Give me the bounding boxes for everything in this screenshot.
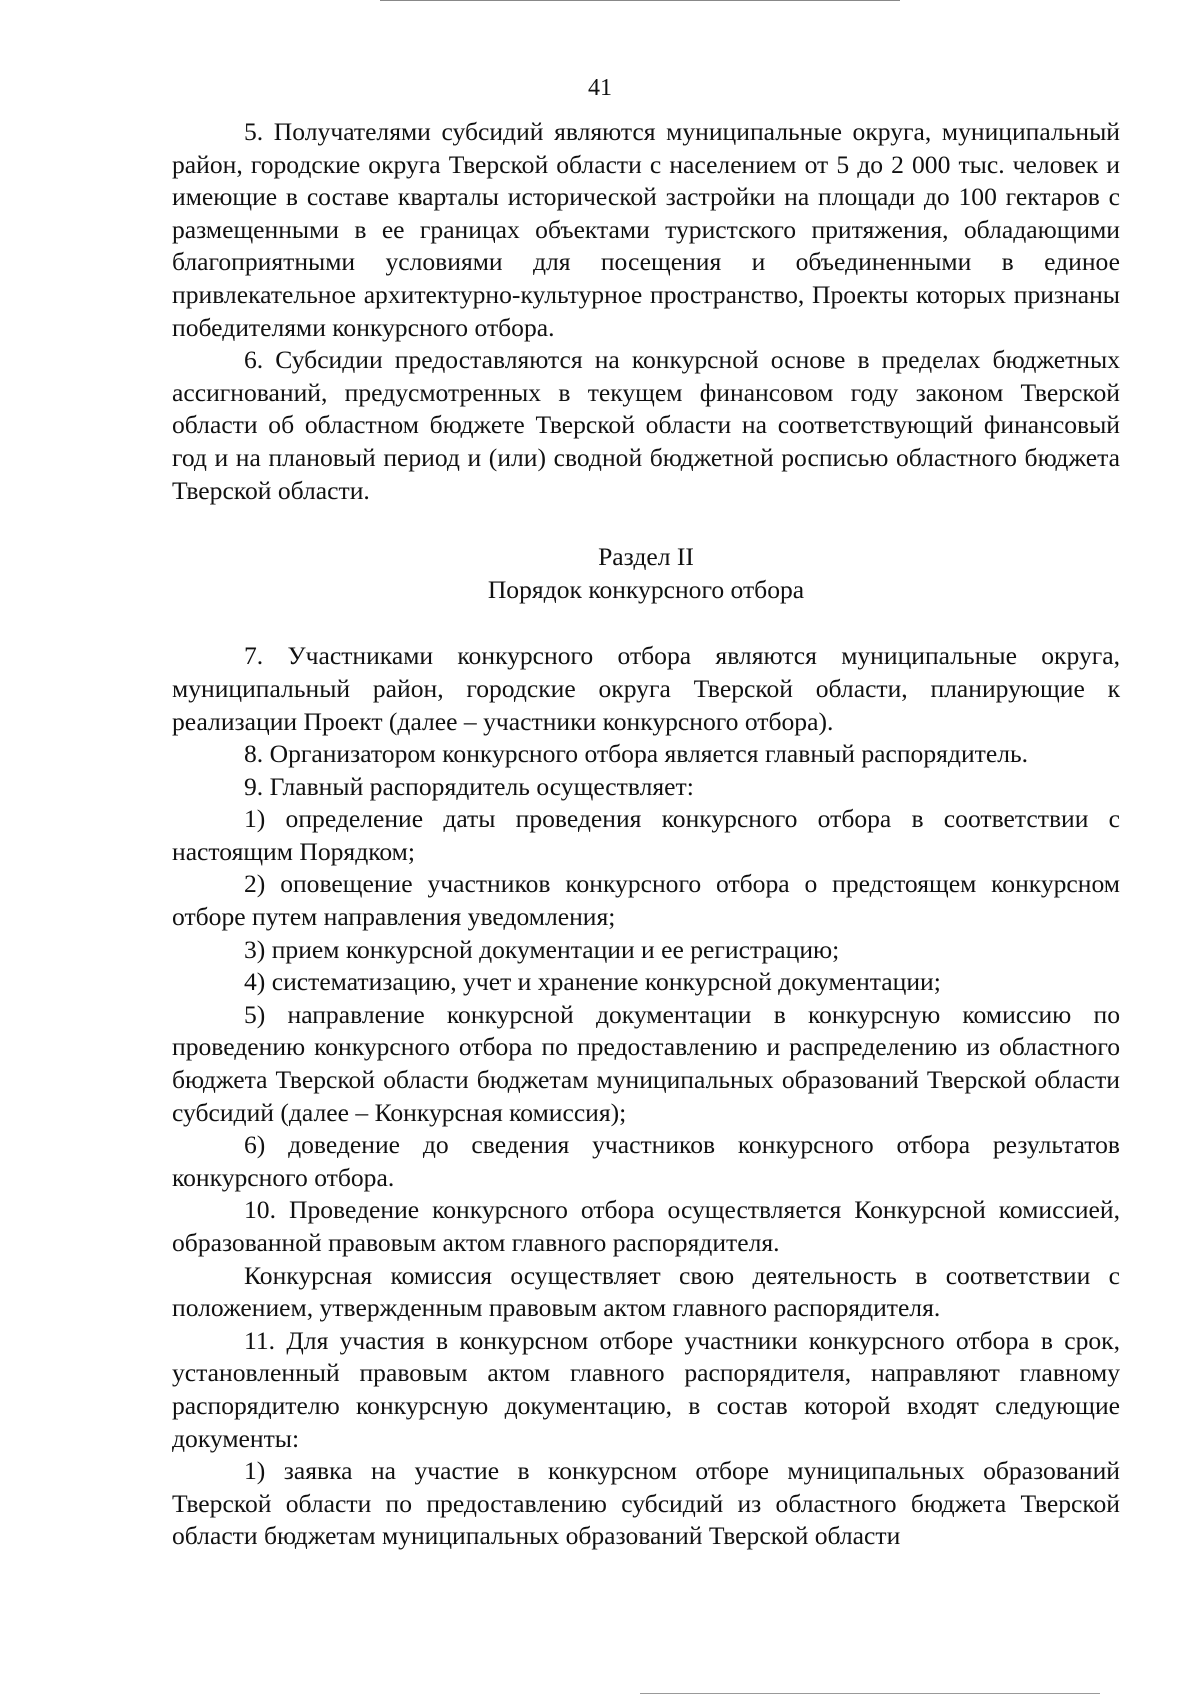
paragraph-5: 5. Получателями субсидий являются муниципальные округа, муниципальный район, городские округа Тверской области с населением от 5 до 2 000 тыс. человек и имеющие в составе кварталы исторической застройки на площади до 100 гектаров с размещенными в ее границах объектами туристского притяжения, обладающими благоприятными условиями для посещения и объединенными в единое привлекательное архитектурно-культурное пространство, Проекты которых признаны победителями конкурсного отбора.: [172, 117, 1120, 342]
paragraph-10-commission: Конкурсная комиссия осуществляет свою деятельность в соответствии с положением, утвержденным правовым актом главного распорядителя.: [172, 1260, 1120, 1323]
paragraph-7: 7. Участниками конкурсного отбора являются муниципальные округа, муниципальный район, городские округа Тверской области, планирующие к реализации Проект (далее – участники конкурсного отбора).: [172, 641, 1120, 736]
section-subtitle: Порядок конкурсного отбора: [487, 574, 805, 604]
list-item-9-6: 6) доведение до сведения участников конкурсного отбора результатов конкурсного отбора.: [172, 1130, 1120, 1192]
list-item-9-1: 1) определение даты проведения конкурсного отбора в соответствии с настоящим Порядком;: [172, 804, 1120, 866]
page-number: 41: [588, 75, 612, 101]
paragraph-6: 6. Субсидии предоставляются на конкурсной основе в пределах бюджетных ассигнований, предусмотренных в текущем финансовом году законом Тверской области об областном бюджете Тверской области на соответствующий финансовый год и на плановый период и (или) сводной бюджетной росписью областного бюджета Тверской области.: [172, 345, 1120, 505]
list-item-9-4: 4) систематизацию, учет и хранение конкурсной документации;: [244, 967, 941, 997]
document-body: [172, 116, 1120, 1553]
paragraph-11: 11. Для участия в конкурсном отборе участники конкурсного отбора в срок, установленный правовым актом главного распорядителя, направляют главному распорядителю конкурсную документацию, в состав которой входят следующие документы:: [172, 1325, 1120, 1453]
list-item-9-5: 5) направление конкурсной документации в конкурсную комиссию по проведению конкурсного отбора по предоставлению и распределению из областного бюджета Тверской области бюджетам муниципальных образований Тверской области субсидий (далее – Конкурсная комиссия);: [172, 999, 1120, 1127]
list-item-9-3: 3) прием конкурсной документации и ее регистрацию;: [244, 934, 840, 964]
scan-edge-bottom: [640, 1693, 1100, 1694]
paragraph-10: 10. Проведение конкурсного отбора осуществляется Конкурсной комиссией, образованной правовым актом главного распорядителя.: [172, 1195, 1120, 1257]
paragraph-9: 9. Главный распорядитель осуществляет:: [244, 771, 694, 801]
scan-edge-top: [380, 0, 900, 1]
list-item-11-1: 1) заявка на участие в конкурсном отборе муниципальных образований Тверской области по предоставлению субсидий из областного бюджета Тверской области бюджетам муниципальных образований Тверской области: [172, 1456, 1120, 1551]
section-title: Раздел II: [598, 542, 694, 572]
list-item-9-2: 2) оповещение участников конкурсного отбора о предстоящем конкурсном отборе путем направления уведомления;: [172, 869, 1120, 932]
paragraph-8: 8. Организатором конкурсного отбора является главный распорядитель.: [244, 739, 1029, 769]
